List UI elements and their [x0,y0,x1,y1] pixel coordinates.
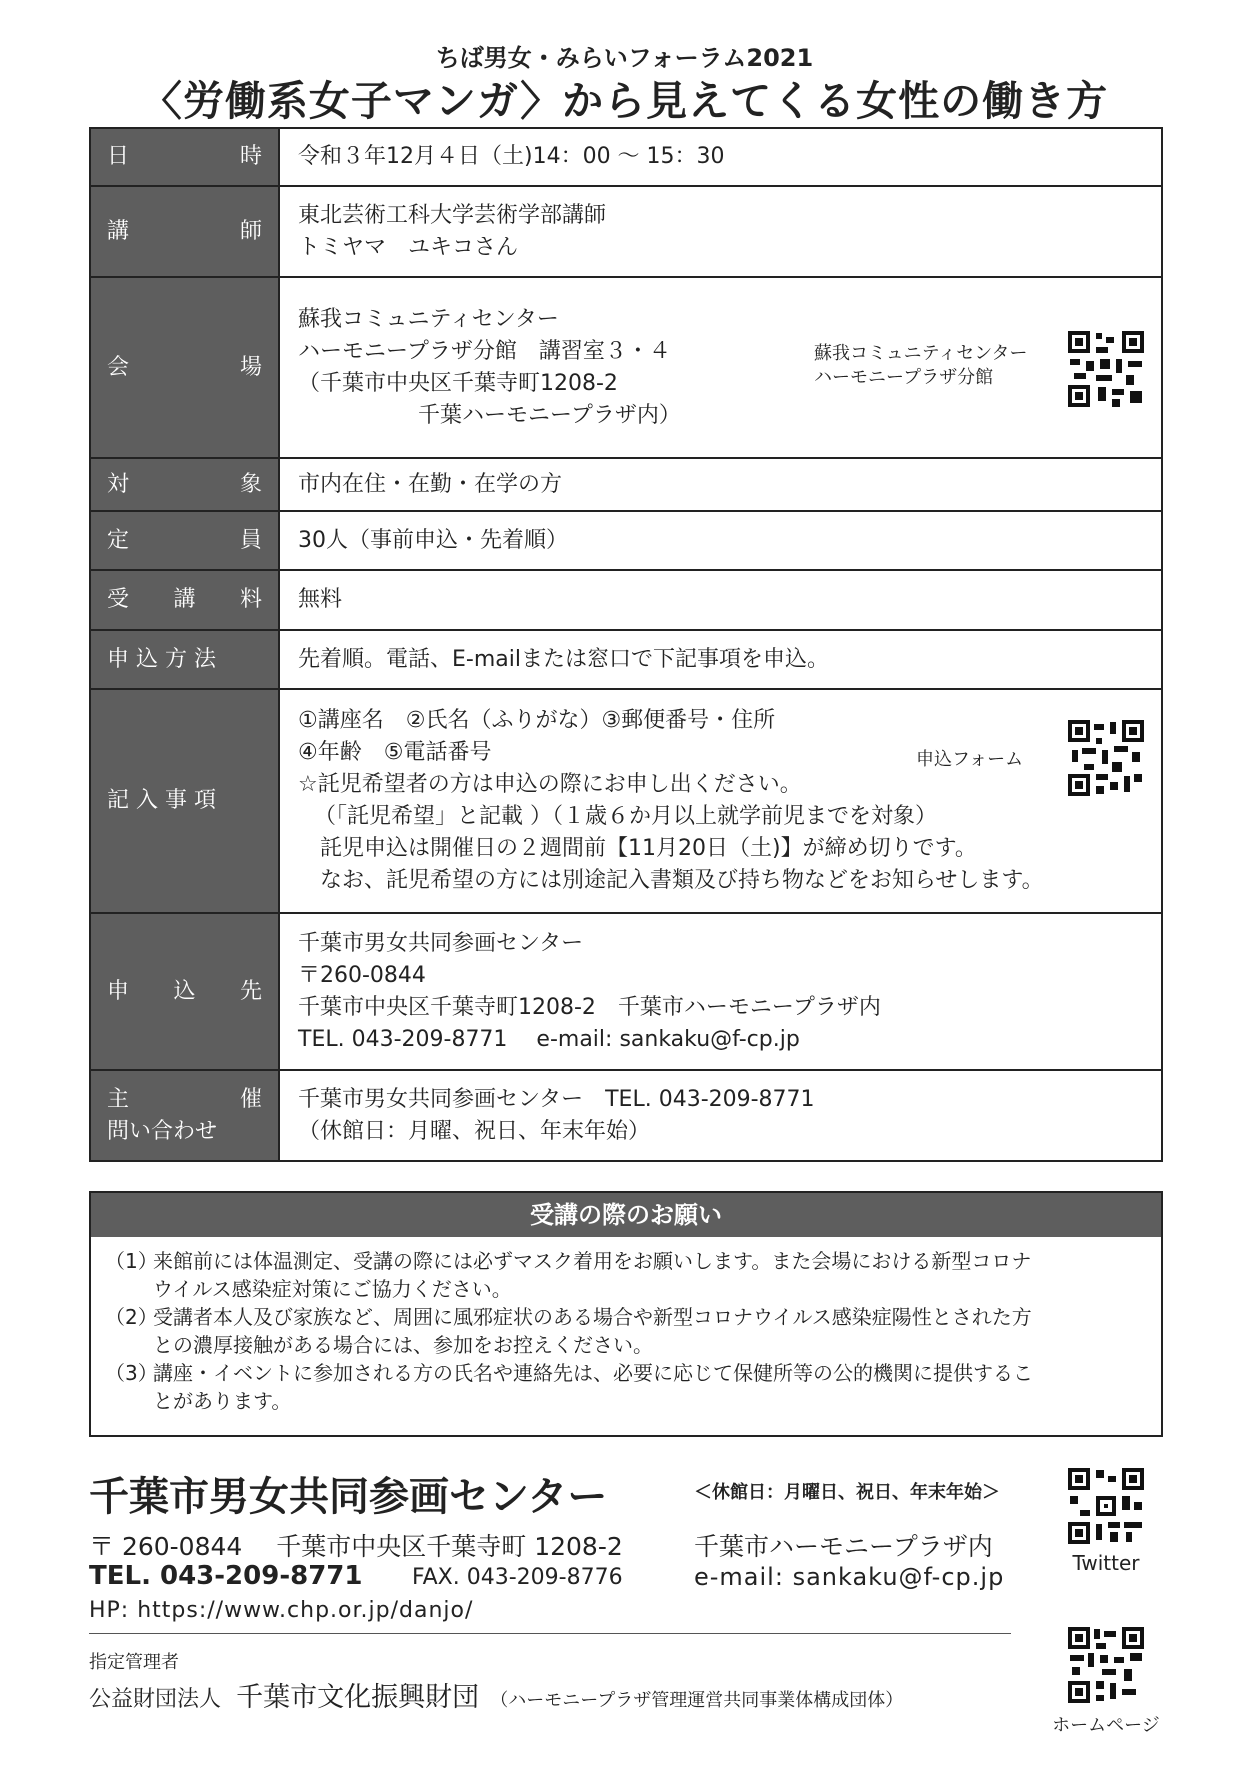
homepage-label: ホームページ [1052,1715,1160,1736]
label-organizer: 主 催 問い合わせ [90,1070,279,1161]
notice-title: 受講の際のお願い [91,1193,1161,1237]
footer-address-line [89,1527,623,1563]
notice-item: （2） 受講者本人及び家族など、周囲に風邪症状のある場合や新型コロナウイルス感染症陽性とされた方 との濃厚接触がある場合には、参加をお控えください。 [105,1305,1032,1357]
value-entries: ①講座名 ②氏名（ふりがな）③郵便番号・住所 ④年齢 ⑤電話番号 ☆託児希望者の方は申込の際にお申し出ください。 （「託児希望」と記載 ）（１歳６か月以上就学前児までを対象） 託児申込は開催日の２週間前【11月20日（土)】が締め切りです。 なお、託児希望の方には別途記入書類及び持ち物などをお知らせします。 申込フォーム [279,689,1162,913]
notice-box [89,1191,1163,1437]
row-venue [90,277,1162,458]
venue-name: 蘇我コミュニティセンター [298,306,559,332]
value-apply-to: 千葉市男女共同参画センター 〒260-0844 千葉市中央区千葉寺町1208-2 千葉市ハーモニープラザ内 TEL. 043-209-8771 e-mail: sankaku@f-cp.jp [279,913,1162,1070]
label-entries: 記 入 事 項 [90,689,279,913]
footer-divider [89,1633,1011,1634]
notice-item: （1） 来館前には体温測定、受講の際には必ずマスク着用をお願いします。また会場における新型コロナ ウイルス感染症対策にご協力ください。 [105,1249,1032,1301]
homepage-qr-code-icon[interactable] [1066,1625,1146,1705]
venue-room: ハーモニープラザ分館 講習室３・４ [298,338,671,364]
lecturer-affiliation: 東北芸術工科大学芸術学部講師 [298,202,607,228]
footer-hours: ＜休館日：月曜日、祝日、年末年始＞ [694,1482,1000,1503]
footer-address: 千葉市中央区千葉寺町 1208-2 [276,1532,623,1561]
row-apply-to [90,913,1162,1070]
label-method: 申 込 方 法 [90,630,279,689]
venue-qr-label: 蘇我コミュニティセンター ハーモニープラザ分館 [814,343,1028,388]
label-capacity: 定 員 [90,511,279,570]
qr-code-icon[interactable] [1066,329,1146,409]
event-info-table [89,127,1163,1162]
footer-email[interactable]: e-mail: sankaku@f-cp.jp [694,1563,1005,1591]
notice-item: （3） 講座・イベントに参加される方の氏名や連絡先は、必要に応じて保健所等の公的機関に提供するこ とがあります。 [105,1361,1033,1413]
footer-org-name: 千葉市男女共同参画センター [89,1474,608,1520]
lecturer-name: トミヤマ ユキコさん [298,234,519,260]
row-lecturer [90,186,1162,277]
event-subtitle: ちば男女・みらいフォーラム2021 [435,44,814,72]
footer-tel[interactable]: TEL. 043-209-8771 [89,1561,363,1591]
value-lecturer [279,186,1162,277]
label-datetime: 日 時 [90,128,279,186]
twitter-qr-code-icon[interactable] [1066,1466,1146,1546]
manager-line: 公益財団法人 千葉市文化振興財団 （ハーモニープラザ管理運営共同事業体構成団体） [89,1682,904,1713]
row-datetime [90,128,1162,186]
footer-homepage-url[interactable]: HP: https://www.chp.or.jp/danjo/ [89,1598,474,1623]
row-organizer [90,1070,1162,1161]
label-lecturer: 講 師 [90,186,279,277]
form-qr-label: 申込フォーム [916,749,1024,770]
manager-label: 指定管理者 [89,1652,179,1673]
row-capacity [90,511,1162,570]
value-venue [279,277,1162,458]
label-fee: 受 講 料 [90,570,279,630]
value-method: 先着順。電話、E-mailまたは窓口で下記事項を申込。 [279,630,1162,689]
row-target [90,458,1162,511]
label-apply-to: 申 込 先 [90,913,279,1070]
venue-building: 千葉ハーモニープラザ内） [418,402,681,428]
value-datetime: 令和３年12月４日（土)14：00 ～ 15：30 [279,128,1162,186]
label-target: 対 象 [90,458,279,511]
value-organizer: 千葉市男女共同参画センター TEL. 043-209-8771 （休館日：月曜、祝日、年末年始） [279,1070,1162,1161]
row-method [90,630,1162,689]
twitter-label: Twitter [1072,1551,1140,1575]
value-capacity: 30人（事前申込・先着順） [279,511,1162,570]
label-venue: 会 場 [90,277,279,458]
event-title: 〈労働系女子マンガ〉から見えてくる女性の働き方 [140,77,1109,125]
footer-building: 千葉市ハーモニープラザ内 [694,1532,993,1561]
qr-code-icon[interactable] [1066,718,1146,798]
footer-postal: 〒 260-0844 [89,1532,243,1561]
row-entries [90,689,1162,913]
value-target: 市内在住・在勤・在学の方 [279,458,1162,511]
row-fee [90,570,1162,630]
venue-address: （千葉市中央区千葉寺町1208-2 [298,370,618,396]
footer-fax: FAX. 043-209-8776 [412,1565,623,1590]
value-fee: 無料 [279,570,1162,630]
